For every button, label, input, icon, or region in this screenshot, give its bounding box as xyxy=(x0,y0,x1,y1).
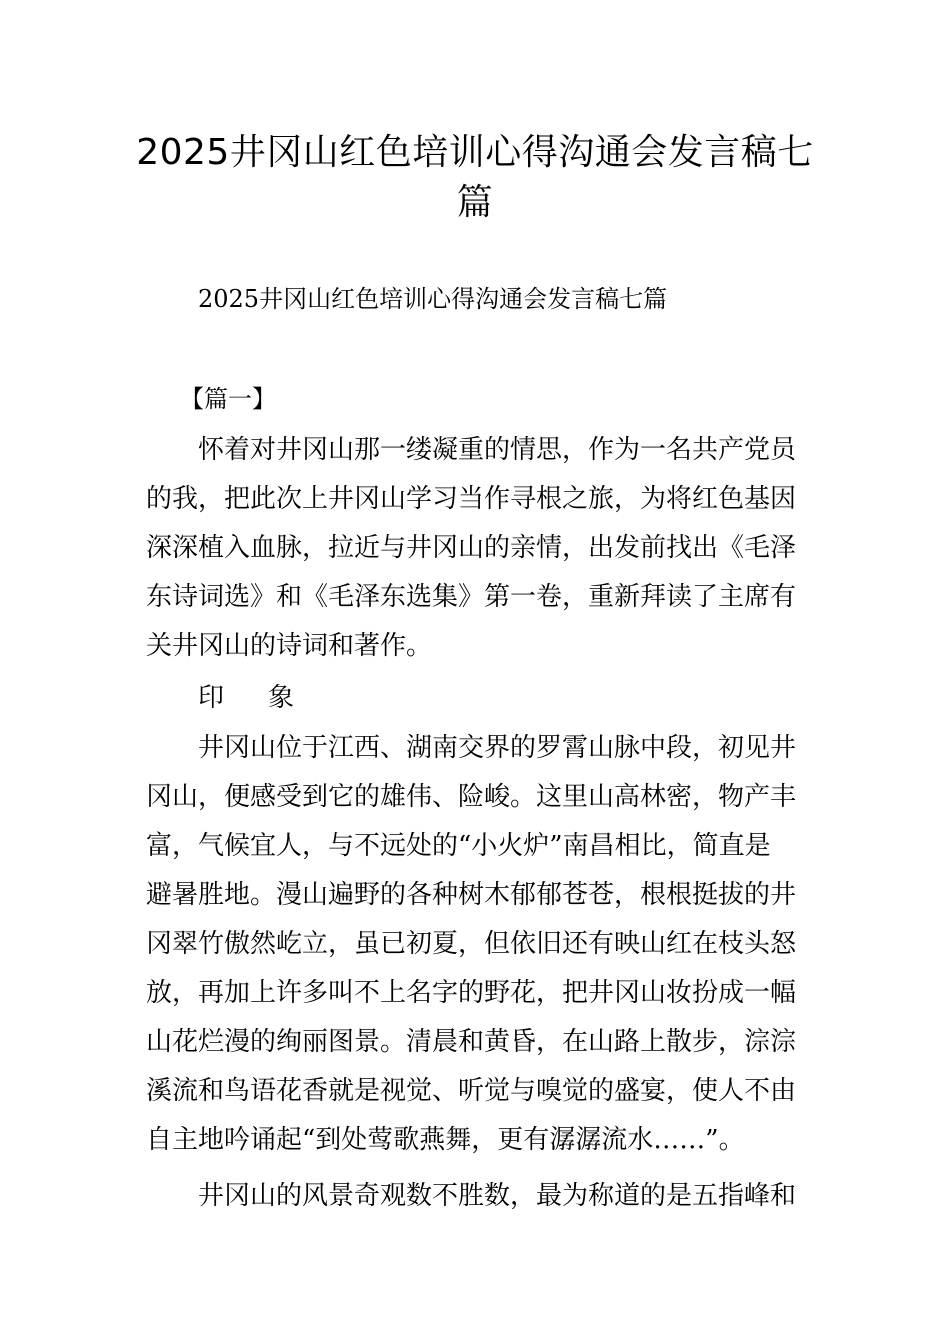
paragraph-line: 避暑胜地。漫山遍野的各种树木郁郁苍苍，根根挺拔的井 xyxy=(146,880,797,910)
document-title-line: 2025井冈山红色培训心得沟通会发言稿七 xyxy=(136,132,814,173)
subheading-char: 象 xyxy=(268,683,295,713)
paragraph-line: 东诗词选》和《毛泽东选集》第一卷，重新拜读了主席有 xyxy=(146,582,797,612)
paragraph-line: 井冈山位于江西、湖南交界的罗霄山脉中段，初见井 xyxy=(198,733,797,763)
paragraph-line: 放，再加上许多叫不上名字的野花，把井冈山妆扮成一幅 xyxy=(146,978,797,1008)
document-title-line: 篇 xyxy=(456,182,494,223)
subheading-char: 印 xyxy=(198,683,225,713)
paragraph-1 xyxy=(146,426,816,671)
paragraph-line: 冈翠竹傲然屹立，虽已初夏，但依旧还有映山红在枝头怒 xyxy=(146,929,797,959)
paragraph-line: 怀着对井冈山那一缕凝重的情思，作为一名共产党员 xyxy=(198,435,797,465)
paragraph-line: 溪流和鸟语花香就是视觉、听觉与嗅觉的盛宴，使人不由 xyxy=(146,1076,797,1106)
paragraph-line: 关井冈山的诗词和著作。 xyxy=(146,631,433,661)
paragraph-line: 的我，把此次上井冈山学习当作寻根之旅，为将红色基因 xyxy=(146,484,797,514)
paragraph-3 xyxy=(146,1172,816,1221)
paragraph-line: 深深植入血脉，拉近与井冈山的亲情，出发前找出《毛泽 xyxy=(146,533,797,563)
paragraph-line: 富，气候宜人，与不远处的“小火炉”南昌相比，简直是 xyxy=(146,831,771,861)
section-heading: 【篇一】 xyxy=(180,385,276,413)
paragraph-2 xyxy=(146,724,816,1165)
paragraph-line: 井冈山的风景奇观数不胜数，最为称道的是五指峰和 xyxy=(198,1181,797,1211)
paragraph-line: 自主地吟诵起“到处莺歌燕舞，更有潺潺流水……”。 xyxy=(146,1125,745,1155)
document-subtitle: 2025井冈山红色培训心得沟通会发言稿七篇 xyxy=(198,285,668,313)
document-title xyxy=(0,128,950,228)
paragraph-line: 山花烂漫的绚丽图景。清晨和黄昏，在山路上散步，淙淙 xyxy=(146,1027,797,1057)
paragraph-line: 冈山，便感受到它的雄伟、险峻。这里山高林密，物产丰 xyxy=(146,782,797,812)
subheading-impression xyxy=(198,680,294,716)
